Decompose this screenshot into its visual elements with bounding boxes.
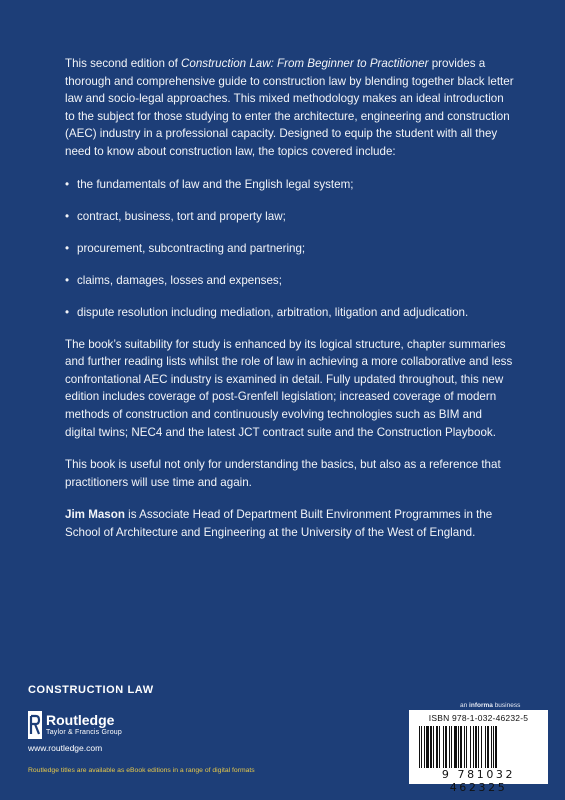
intro-paragraph <box>65 55 515 161</box>
publisher-url[interactable]: www.routledge.com <box>28 743 103 753</box>
series-label: CONSTRUCTION LAW <box>28 684 154 696</box>
routledge-logo-icon <box>28 711 42 739</box>
barcode-bar <box>481 726 482 768</box>
usefulness-paragraph: This book is useful not only for understanding the basics, but also as a reference that practitioners will use time and again. <box>65 458 501 489</box>
blurb <box>65 55 515 557</box>
barcode-bar <box>458 726 459 768</box>
barcode-bar <box>470 726 471 768</box>
list-item: • the fundamentals of law and the English legal system; <box>65 176 515 193</box>
barcode-bar <box>449 726 450 768</box>
informa-prefix: an <box>460 702 470 709</box>
barcode-bar <box>464 726 465 768</box>
barcode-bar <box>454 726 457 768</box>
list-item: • procurement, subcontracting and partnering; <box>65 240 515 257</box>
barcode-bar <box>443 726 444 768</box>
informa-suffix: business <box>492 702 521 709</box>
publisher-subtitle: Taylor & Francis Group <box>46 729 122 736</box>
publisher-name: Routledge <box>46 712 115 728</box>
barcode-bars-icon <box>419 726 538 768</box>
book-title: Construction Law: From Beginner to Practitioner <box>181 57 429 70</box>
intro-after: provides a thorough and comprehensive guide to construction law by blending together black letter law and socio-legal approaches. This mixed methodology makes an ideal introduction to the subject for those studying to enter the architecture, engineering and construction (AEC) industry in a professional capacity. Designed to equip the student with all they need to know about construction law, the topics covered include: <box>65 57 514 158</box>
barcode-bar <box>445 726 447 768</box>
author-name: Jim Mason <box>65 508 125 522</box>
informa-brand: informa <box>469 702 493 709</box>
isbn-text: ISBN 978-1-032-46232-5 <box>428 713 529 723</box>
barcode-bar <box>419 726 420 768</box>
barcode-bar <box>460 726 462 768</box>
list-item: • claims, damages, losses and expenses; <box>65 272 515 289</box>
barcode-bar <box>475 726 477 768</box>
barcode-bar <box>424 726 425 768</box>
barcode-bar <box>487 726 489 768</box>
barcode-bar <box>493 726 494 768</box>
barcode-bar <box>421 726 422 768</box>
barcode-bar <box>485 726 486 768</box>
barcode-bar <box>436 726 438 768</box>
barcode-number: 9 781032 462325 <box>441 768 516 794</box>
barcode-bar <box>491 726 492 768</box>
informa-tag <box>460 702 520 709</box>
barcode-bar <box>495 726 497 768</box>
barcode <box>409 710 548 794</box>
barcode-bar <box>433 726 434 768</box>
barcode-bar <box>451 726 452 768</box>
ebook-note: Routledge titles are available as eBook editions in a range of digital formats <box>28 767 255 774</box>
barcode-bar <box>430 726 432 768</box>
topics-list <box>65 176 515 321</box>
barcode-bar <box>466 726 467 768</box>
author-bio: is Associate Head of Department Built Environment Programmes in the School of Architecture and Engineering at the University of the West of England. <box>65 508 493 539</box>
barcode-bar <box>426 726 429 768</box>
list-item: • dispute resolution including mediation, arbitration, litigation and adjudication. <box>65 304 515 321</box>
barcode-bar <box>439 726 440 768</box>
suitability-paragraph: The book’s suitability for study is enhanced by its logical structure, chapter summaries and further reading lists whilst the role of law in achieving a more collaborative and less confrontational AEC industry is examined in detail. Fully updated throughout, this new edition includes coverage of post-Grenfell legislation; increased coverage of modern methods of construction and continuously evolving technologies such as BIM and digital twins; NEC4 and the latest JCT contract suite and the Construction Playbook. <box>65 337 513 439</box>
author-paragraph <box>65 506 515 541</box>
barcode-bar <box>478 726 479 768</box>
intro-before: This second edition of <box>65 57 182 70</box>
list-item: • contract, business, tort and property law; <box>65 208 515 225</box>
barcode-bar <box>473 726 474 768</box>
